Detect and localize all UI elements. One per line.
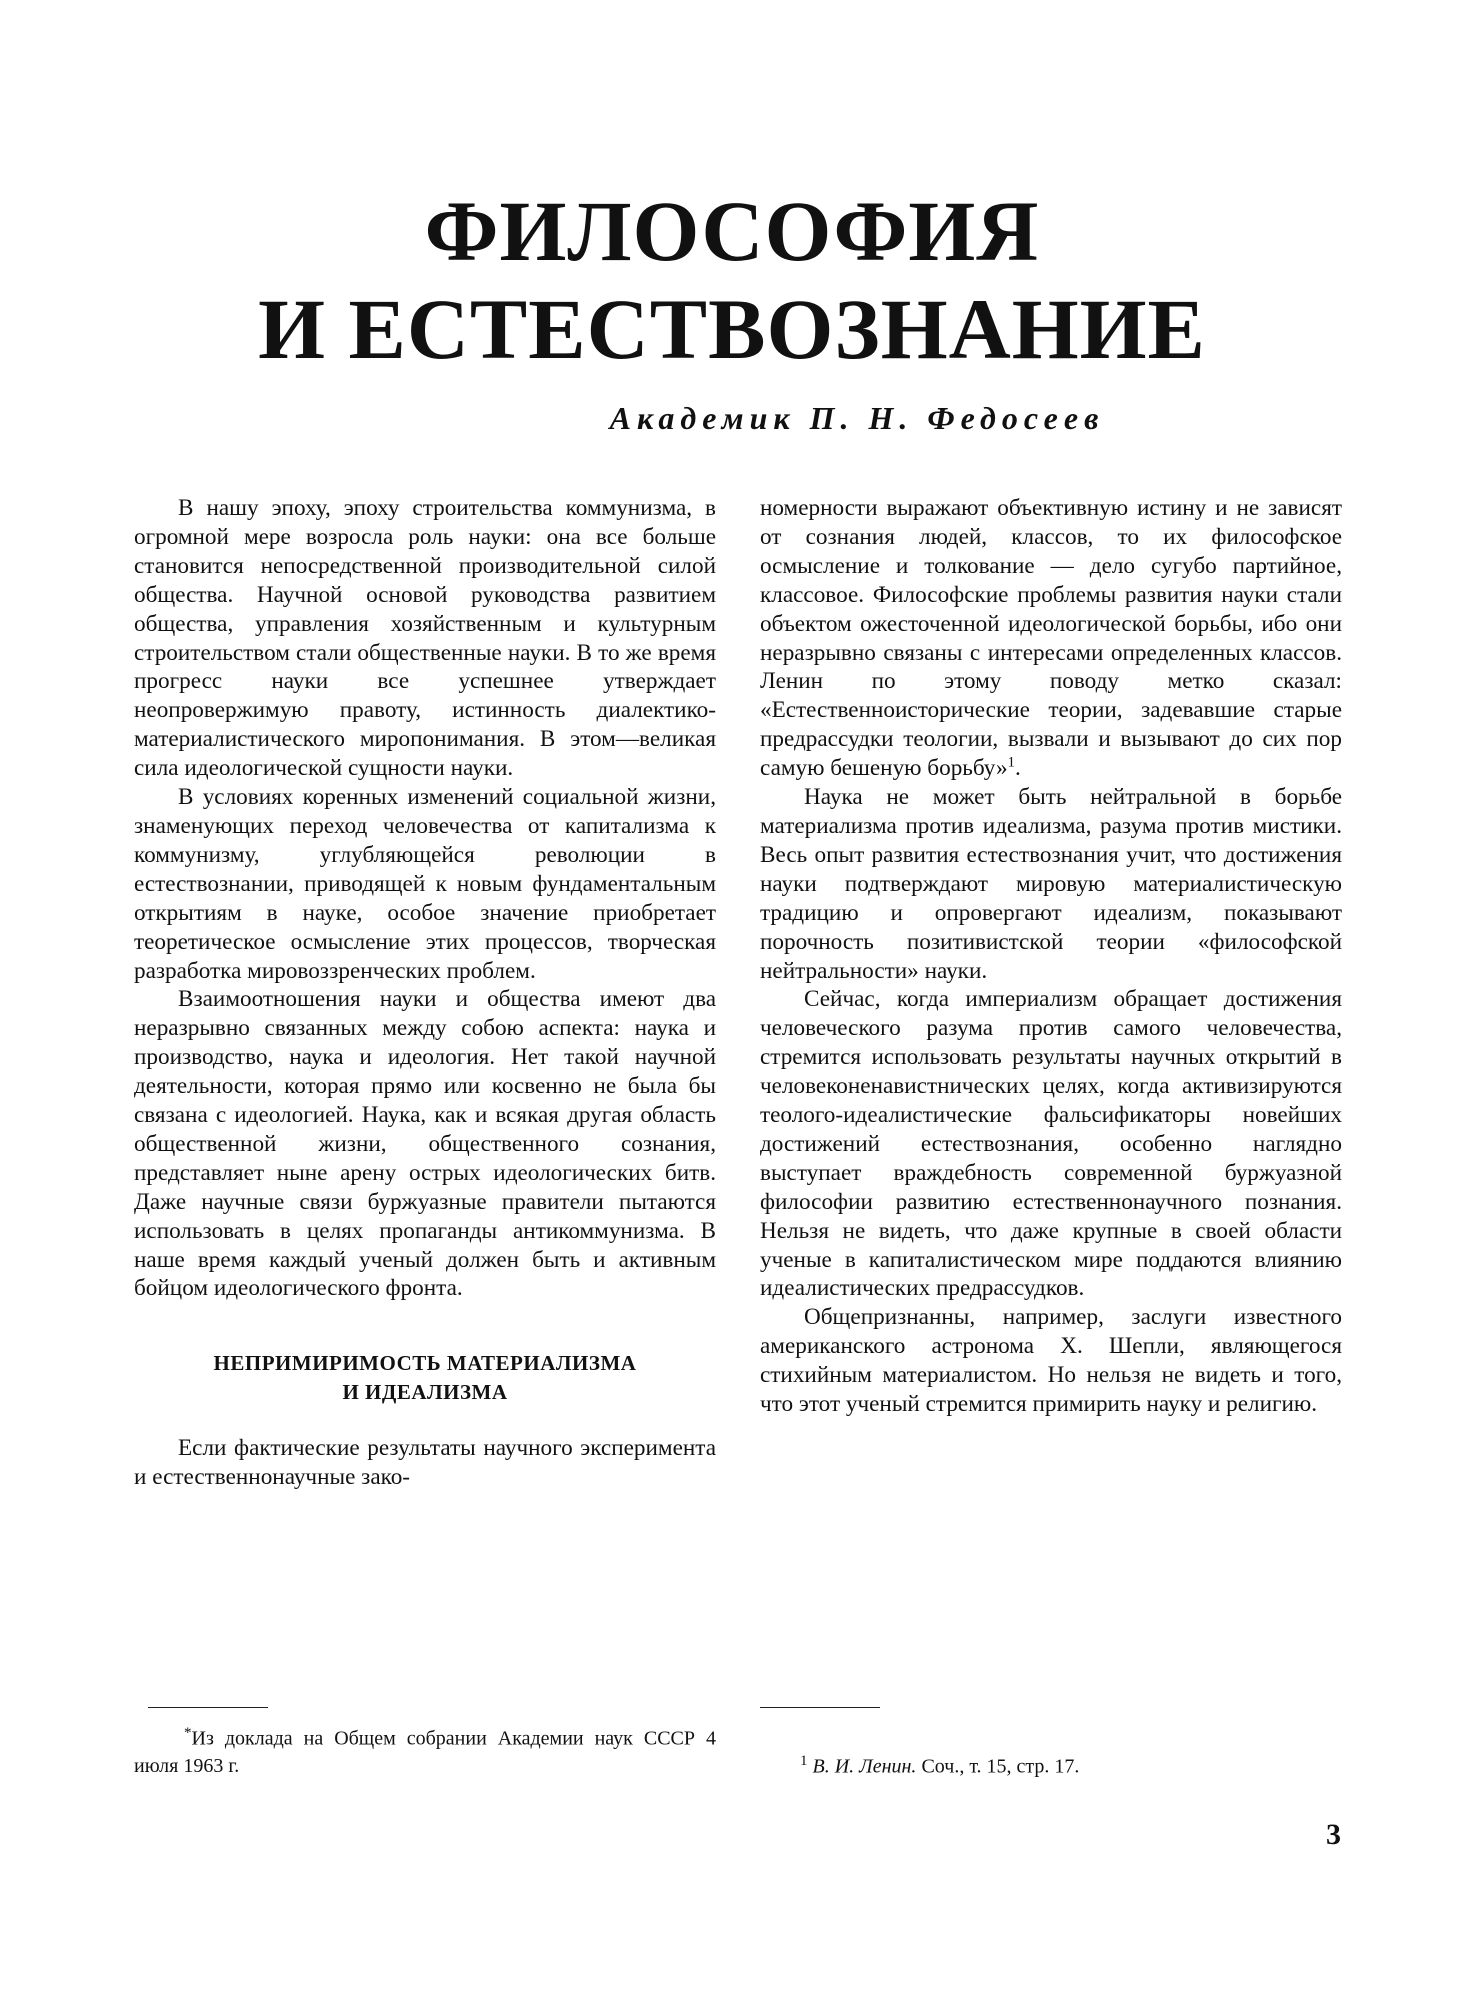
section-heading	[134, 1349, 716, 1407]
footnote-divider	[148, 1707, 268, 1708]
article-author: Академик П. Н. Федосеев	[609, 400, 1105, 436]
left-column	[134, 494, 716, 1492]
footnote-mark: 1	[800, 1753, 808, 1769]
article-title-line-2: И ЕСТЕСТВОЗНАНИЕ	[258, 281, 1206, 377]
body-paragraph: Наука не может быть нейтральной в борьбе материализма против идеализма, разума против мистики. Весь опыт развития естествознания учит, что достижения науки подтверждают мировую материалистическую традицию и опровергают идеализм, показывают порочность позитивистской теории «философской нейтральности» науки.	[760, 784, 1342, 984]
footnote-text: Из доклада на Общем собрании Академии наук СССР 4 июля 1963 г.	[134, 1727, 716, 1777]
article-title-line-1: ФИЛОСОФИЯ	[424, 183, 1040, 279]
section-heading-line-1: НЕПРИМИРИМОСТЬ МАТЕРИАЛИЗМА	[213, 1351, 637, 1376]
footnote-left	[134, 1720, 716, 1780]
section-heading-line-2: И ИДЕАЛИЗМА	[342, 1380, 508, 1405]
footnote-divider	[760, 1707, 880, 1708]
footnote-author: В. И. Ленин.	[812, 1755, 917, 1778]
footnote-right	[760, 1748, 1342, 1781]
footnote-text: Соч., т. 15, стр. 17.	[921, 1755, 1080, 1778]
footnote-reference: 1	[1007, 754, 1016, 771]
page-number: 3	[1326, 1818, 1341, 1851]
body-paragraph: Взаимоотношения науки и общества имеют два неразрывно связанных между собою аспекта: наука и производство, наука и идеология. Нет такой научной деятельности, которая прямо или косвенно не была бы связана с идеологией. Наука, как и всякая другая область общественной жизни, общественного сознания, представляет ныне арену острых идеологических битв. Даже научные связи буржуазные правители пытаются использовать в целях пропаганды антикоммунизма. В наше время каждый ученый должен быть и активным бойцом идеологического фронта.	[134, 986, 716, 1302]
body-paragraph: В нашу эпоху, эпоху строительства коммунизма, в огромной мере возросла роль науки: она все больше становится непосредственной производительной силой общества. Научной основой руководства развитием общества, управления хозяйственным и культурным строительством стали общественные науки. В то же время прогресс науки все успешнее утверждает неопровержимую правоту, истинность диалектико-материалистического миропонимания. В этом—великая сила идеологической сущности науки.	[134, 495, 716, 782]
body-paragraph: Если фактические результаты научного эксперимента и естественнонаучные зако-	[134, 1435, 716, 1491]
body-paragraph: Общепризнанны, например, заслуги известного американского астронома Х. Шепли, являющегося стихийным материалистом. Но нельзя не видеть и того, что этот ученый стремится примирить науку и религию.	[760, 1304, 1342, 1418]
footnote-mark: *	[184, 1725, 192, 1741]
continued-text: номерности выражают объективную истину и не зависят от сознания людей, классов, то их философское осмысление и толкование — дело сугубо партийное, классовое. Философские проблемы развития науки стали объектом ожесточенной идеологической борьбы, ибо они неразрывно связаны с интересами определенных классов. Ленин по этому поводу метко сказал: «Естественноисторические теории, задевавшие старые предрассудки теологии, вызвали и вызывают до сих пор самую бешеную борьбу»	[760, 495, 1342, 782]
body-paragraph: Сейчас, когда империализм обращает достижения человеческого разума против самого человечества, стремится использовать результаты научных открытий в человеконенавистнических целях, когда активизируются теолого-идеалистические фальсификаторы новейших достижений естествознания, особенно наглядно выступает враждебность современной буржуазной философии развитию естественнонаучного познания. Нельзя не видеть, что даже крупные в своей области ученые в капиталистическом мире поддаются влиянию идеалистических предрассудков.	[760, 986, 1342, 1302]
body-paragraph-continued	[760, 494, 1342, 783]
continued-text-end: .	[1015, 755, 1021, 782]
right-column	[760, 494, 1342, 1419]
body-paragraph: В условиях коренных изменений социальной жизни, знаменующих переход человечества от капитализма к коммунизму, углубляющейся революции в естествознании, приводящей к новым фундаментальным открытиям в науке, особое значение приобретает теоретическое осмысление этих процессов, творческая разработка мировоззренческих проблем.	[134, 784, 716, 984]
